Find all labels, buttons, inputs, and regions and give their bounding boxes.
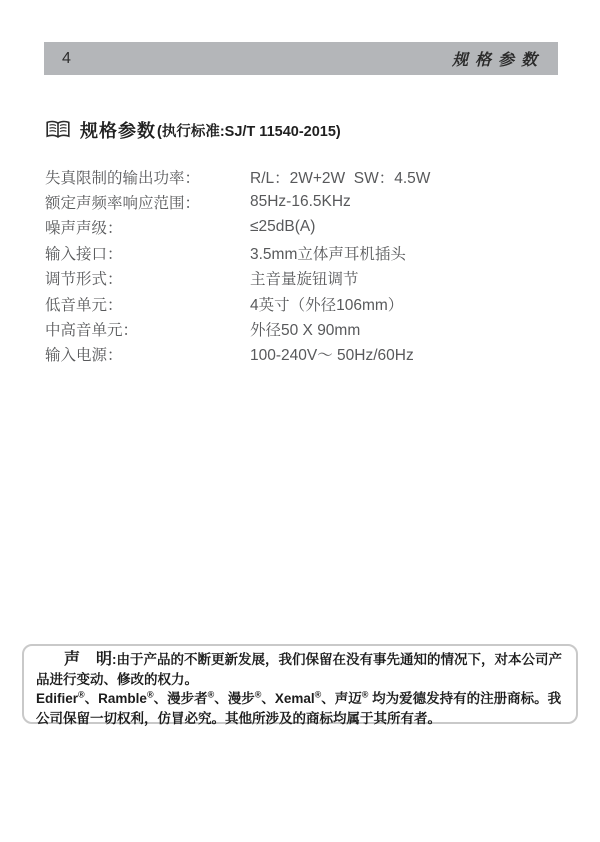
open-book-icon (45, 120, 71, 140)
page-header-bar (44, 42, 558, 75)
spec-value: 4英寸（外径106mm） (250, 296, 404, 314)
running-title: 规格参数 (451, 50, 544, 69)
disclaimer-paragraph-1 (36, 650, 564, 689)
spec-row-midrange (45, 316, 545, 341)
spec-label: 额定声频率响应范围： (45, 195, 201, 213)
disclaimer-colon: : (112, 652, 117, 667)
section-title-row (45, 117, 341, 143)
spec-row-frequency-response (45, 189, 545, 214)
spec-row-output-power (45, 164, 545, 189)
standard-note: (执行标准:SJ/T 11540-2015) (157, 123, 341, 140)
spec-label: 中高音单元： (45, 322, 139, 340)
disclaimer-paragraph-2 (36, 689, 564, 728)
page-number: 4 (62, 49, 71, 67)
spec-label: 输入电源： (45, 347, 123, 365)
spec-value: 外径50 X 90mm (250, 322, 361, 340)
spec-label: 噪声声级： (45, 220, 123, 238)
spec-value: 主音量旋钮调节 (250, 271, 359, 289)
spec-list (45, 164, 545, 367)
spec-value: R/L：2W+2W SW：4.5W (250, 169, 431, 187)
spec-label: 低音单元： (45, 296, 123, 314)
spec-row-noise-level (45, 215, 545, 240)
spec-value: 3.5mm立体声耳机插头 (250, 245, 406, 263)
spec-row-adjustment (45, 266, 545, 291)
trademark-line: Edifier®、Ramble®、漫步者®、漫步®、Xemal®、声迈® 均为爱德发持有的注册商标。我公司保留一切权利，仿冒必究。其他所涉及的商标均属于其所有者。 (36, 689, 562, 726)
spec-row-woofer (45, 291, 545, 316)
spec-value: 100-240V～ 50Hz/60Hz (250, 347, 414, 365)
spec-label: 输入接口： (45, 245, 123, 263)
spec-row-power-supply (45, 342, 545, 367)
spec-label: 失真限制的输出功率： (45, 169, 201, 187)
spec-value: 85Hz-16.5KHz (250, 193, 351, 211)
spec-value: ≤25dB(A) (250, 218, 316, 236)
spec-label: 调节形式： (45, 271, 123, 289)
disclaimer-box (22, 644, 578, 724)
spec-row-input-port (45, 240, 545, 265)
section-title: 规格参数 (80, 121, 156, 141)
disclaimer-heading: 声 明 (64, 651, 113, 668)
disclaimer-text-1: 由于产品的不断更新发展，我们保留在没有事先通知的情况下，对本公司产品进行变动、修改的权力。 (36, 652, 563, 687)
